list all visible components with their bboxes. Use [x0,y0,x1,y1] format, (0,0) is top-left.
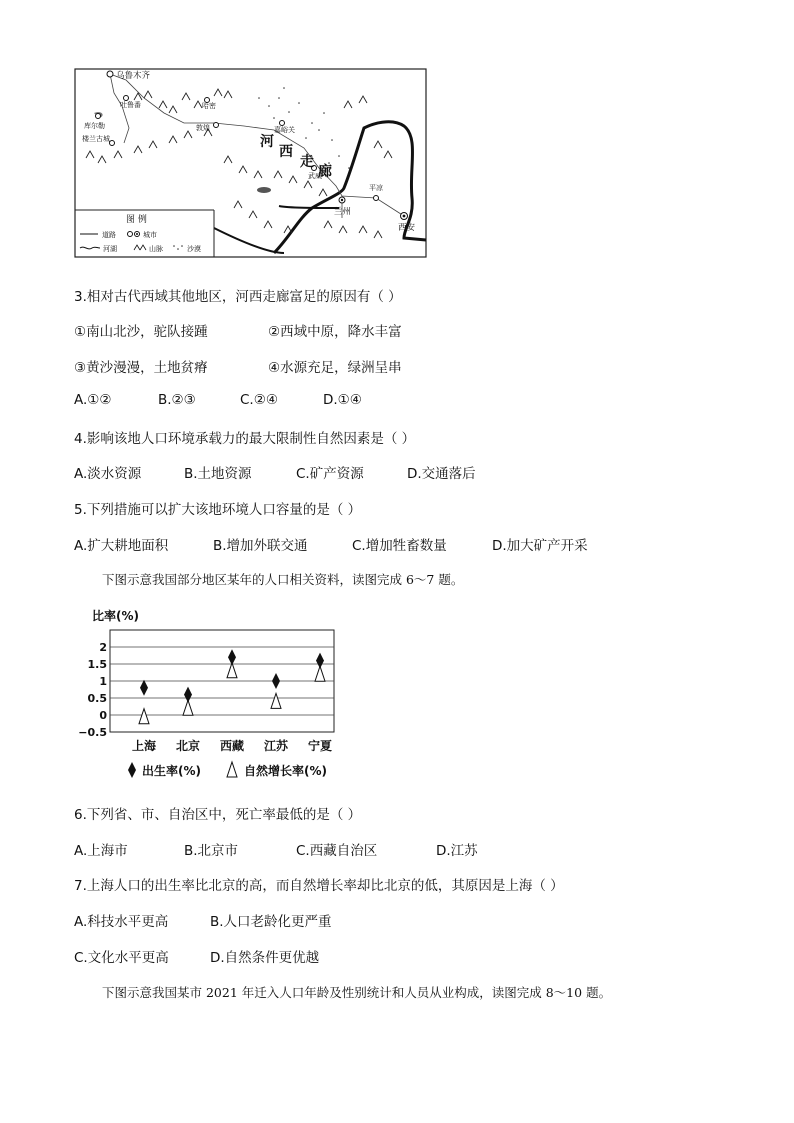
q7-option-b[interactable]: B.人口老龄化更严重 [210,914,332,930]
q5-option-c[interactable]: C.增加牲畜数量 [352,538,447,554]
q3-option-d[interactable]: D.①④ [323,392,362,408]
hexi-corridor-map [74,68,427,258]
svg-text:走: 走 [300,154,314,170]
chart-x-tick-label: 江苏 [263,739,289,753]
svg-text:哈密: 哈密 [202,102,216,110]
svg-text:西安: 西安 [398,223,416,233]
chart-x-tick-label: 上海 [131,739,157,753]
svg-text:敦煌: 敦煌 [196,124,210,132]
population-rate-chart [78,606,348,788]
svg-text:城市: 城市 [143,231,157,239]
svg-text:兰州: 兰州 [334,207,352,217]
svg-text:吐鲁番: 吐鲁番 [120,101,141,109]
chart-y-tick-label: 0 [99,709,107,722]
svg-text:河湖: 河湖 [103,245,117,253]
intro-q8-10: 下图示意我国某市 2021 年迁入人口年龄及性别统计和人员从业构成，读图完成 8～10 题。 [102,985,612,1000]
legend-growth-label: 自然增长率(%) [244,764,327,778]
svg-text:图 例: 图 例 [126,215,147,225]
q3-stem: 3.相对古代西域其他地区，河西走廊富足的原因有（ ） [74,289,402,305]
intro-q6-7: 下图示意我国部分地区某年的人口相关资料，读图完成 6～7 题。 [102,572,464,587]
q5-option-d[interactable]: D.加大矿产开采 [492,538,588,554]
q6-option-c[interactable]: C.西藏自治区 [296,843,378,859]
svg-text:沙漠: 沙漠 [187,245,201,253]
chart-y-tick-label: 1.5 [87,658,107,671]
q4-option-d[interactable]: D.交通落后 [407,466,476,482]
q3-option-b[interactable]: B.②③ [158,392,196,408]
chart-x-tick-label: 西藏 [219,739,245,753]
q5-option-b[interactable]: B.增加外联交通 [213,538,308,554]
svg-text:嘉峪关: 嘉峪关 [274,126,295,134]
svg-text:山脉: 山脉 [149,245,163,253]
q7-option-a[interactable]: A.科技水平更高 [74,914,169,930]
growth-rate-point [315,666,325,681]
svg-text:西: 西 [279,144,293,160]
chart-y-tick-label: −0.5 [78,726,107,739]
q7-option-d[interactable]: D.自然条件更优越 [210,950,320,966]
q6-option-a[interactable]: A.上海市 [74,843,128,859]
q4-stem: 4.影响该地人口环境承载力的最大限制性自然因素是（ ） [74,431,416,447]
q6-stem: 6.下列省、市、自治区中，死亡率最低的是（ ） [74,807,362,823]
q4-option-a[interactable]: A.淡水资源 [74,466,142,482]
svg-text:平凉: 平凉 [369,184,383,192]
q3-option-a[interactable]: A.①② [74,392,112,408]
map-corridor-label: 河 [260,134,274,150]
svg-text:库尔勒: 库尔勒 [84,122,105,130]
legend-birth-marker [128,762,136,778]
growth-rate-point [227,663,237,678]
chart-y-tick-label: 2 [99,641,107,654]
svg-text:武威: 武威 [308,172,322,180]
growth-rate-point [183,700,193,715]
chart-x-tick-label: 北京 [175,739,201,753]
q5-option-a[interactable]: A.扩大耕地面积 [74,538,169,554]
svg-text:楼兰古城: 楼兰古城 [82,135,110,143]
birth-rate-point [140,680,148,696]
svg-text:道路: 道路 [102,231,116,239]
chart-y-tick-label: 0.5 [87,692,107,705]
q3-statement-2: ②西域中原，降水丰富 [268,324,402,340]
birth-rate-point [272,673,280,689]
chart-x-tick-label: 宁夏 [307,739,333,753]
city-urumqi-marker [107,71,113,77]
q3-statement-4: ④水源充足，绿洲呈串 [268,360,402,376]
q6-option-d[interactable]: D.江苏 [436,843,478,859]
chart-y-axis-label: 比率(%) [92,609,139,623]
q5-stem: 5.下列措施可以扩大该地环境人口容量的是（ ） [74,502,362,518]
legend-birth-label: 出生率(%) [142,764,201,778]
q7-stem: 7.上海人口的出生率比北京的高，而自然增长率却比北京的低，其原因是上海（ ） [74,878,564,894]
q3-statement-3: ③黄沙漫漫，土地贫瘠 [74,360,208,376]
q7-option-c[interactable]: C.文化水平更高 [74,950,169,966]
city-label: 乌鲁木齐 [116,71,151,81]
q6-option-b[interactable]: B.北京市 [184,843,239,859]
q4-option-c[interactable]: C.矿产资源 [296,466,364,482]
q4-option-b[interactable]: B.土地资源 [184,466,252,482]
growth-rate-point [139,709,149,724]
chart-y-tick-label: 1 [99,675,107,688]
svg-text:廊: 廊 [318,164,332,180]
growth-rate-point [271,693,281,708]
q3-option-c[interactable]: C.②④ [240,392,278,408]
q3-statement-1: ①南山北沙，驼队接踵 [74,324,208,340]
legend-growth-marker [227,762,237,777]
